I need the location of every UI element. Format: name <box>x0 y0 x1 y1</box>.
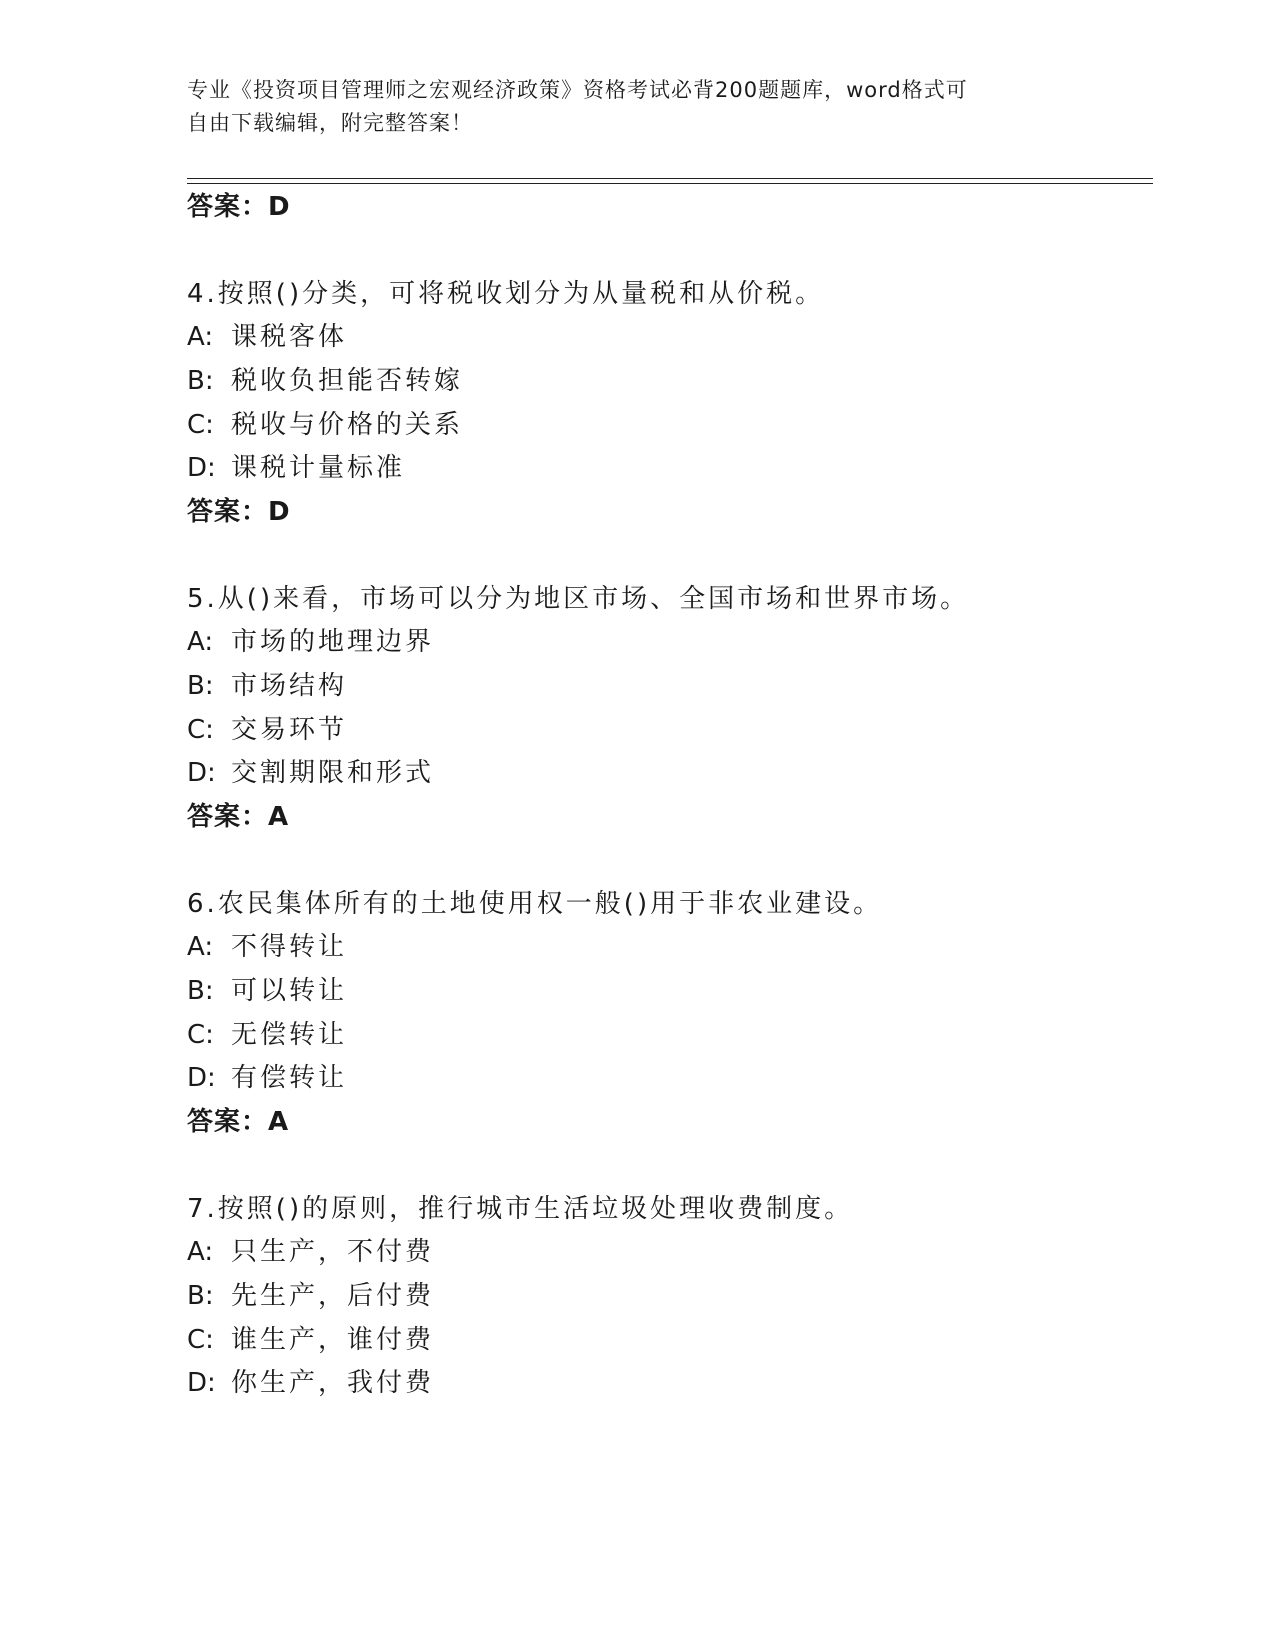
question-4: 4.按照()分类，可将税收划分为从量税和从价税。 <box>187 279 825 309</box>
question-7-option-a <box>187 1231 434 1268</box>
question-6: 6.农民集体所有的土地使用权一般()用于非农业建设。 <box>187 889 883 919</box>
option-text: 课税计量标准 <box>231 453 406 483</box>
question-5: 5.从()来看，市场可以分为地区市场、全国市场和世界市场。 <box>187 584 970 614</box>
header-line-1: 专业《投资项目管理师之宏观经济政策》资格考试必背200题题库，word格式可 <box>187 78 968 102</box>
question-6-option-a <box>187 926 347 963</box>
question-7: 7.按照()的原则，推行城市生活垃圾处理收费制度。 <box>187 1194 854 1224</box>
option-letter: B: <box>187 671 214 701</box>
option-letter: D: <box>187 453 216 483</box>
option-letter: A: <box>187 1237 214 1267</box>
question-6-option-c <box>187 1014 347 1051</box>
option-letter: D: <box>187 1063 216 1093</box>
option-letter: B: <box>187 976 214 1006</box>
question-7-option-b <box>187 1275 434 1312</box>
question-5-answer: 答案：A <box>187 802 290 832</box>
option-text: 你生产，我付费 <box>231 1368 435 1398</box>
option-letter: A: <box>187 932 214 962</box>
option-letter: C: <box>187 1325 214 1355</box>
header-rule-bottom <box>187 183 1153 184</box>
option-letter: A: <box>187 627 214 657</box>
option-text: 税收负担能否转嫁 <box>231 366 464 396</box>
option-text: 先生产，后付费 <box>231 1281 435 1311</box>
option-text: 交割期限和形式 <box>231 758 435 788</box>
option-letter: C: <box>187 1020 214 1050</box>
question-4-option-d <box>187 447 405 484</box>
option-text: 无偿转让 <box>231 1020 348 1050</box>
question-5-option-c <box>187 709 347 746</box>
question-7-option-d <box>187 1362 434 1399</box>
option-letter: D: <box>187 758 216 788</box>
option-letter: D: <box>187 1368 216 1398</box>
previous-answer: 答案：D <box>187 192 291 222</box>
question-6-option-b <box>187 970 347 1007</box>
option-letter: B: <box>187 1281 214 1311</box>
option-text: 有偿转让 <box>231 1063 348 1093</box>
question-5-option-d <box>187 752 434 789</box>
option-text: 税收与价格的关系 <box>231 410 464 440</box>
question-4-option-a <box>187 316 347 353</box>
option-text: 谁生产，谁付费 <box>231 1325 435 1355</box>
question-6-option-d <box>187 1057 347 1094</box>
question-5-option-a <box>187 621 434 658</box>
option-text: 可以转让 <box>231 976 348 1006</box>
document-header <box>187 74 1067 140</box>
question-7-option-c <box>187 1319 434 1356</box>
question-4-answer: 答案：D <box>187 497 291 527</box>
question-6-answer: 答案：A <box>187 1107 290 1137</box>
option-text: 市场的地理边界 <box>231 627 435 657</box>
option-letter: B: <box>187 366 214 396</box>
question-5-option-b <box>187 665 347 702</box>
option-text: 交易环节 <box>231 715 348 745</box>
question-4-option-c <box>187 404 463 441</box>
option-letter: C: <box>187 410 214 440</box>
header-line-2: 自由下载编辑，附完整答案！ <box>187 111 473 135</box>
header-rule-top <box>187 178 1153 179</box>
option-letter: C: <box>187 715 214 745</box>
option-text: 课税客体 <box>231 322 348 352</box>
option-text: 不得转让 <box>231 932 348 962</box>
option-text: 只生产，不付费 <box>231 1237 435 1267</box>
question-4-option-b <box>187 360 463 397</box>
option-text: 市场结构 <box>231 671 348 701</box>
option-letter: A: <box>187 322 214 352</box>
